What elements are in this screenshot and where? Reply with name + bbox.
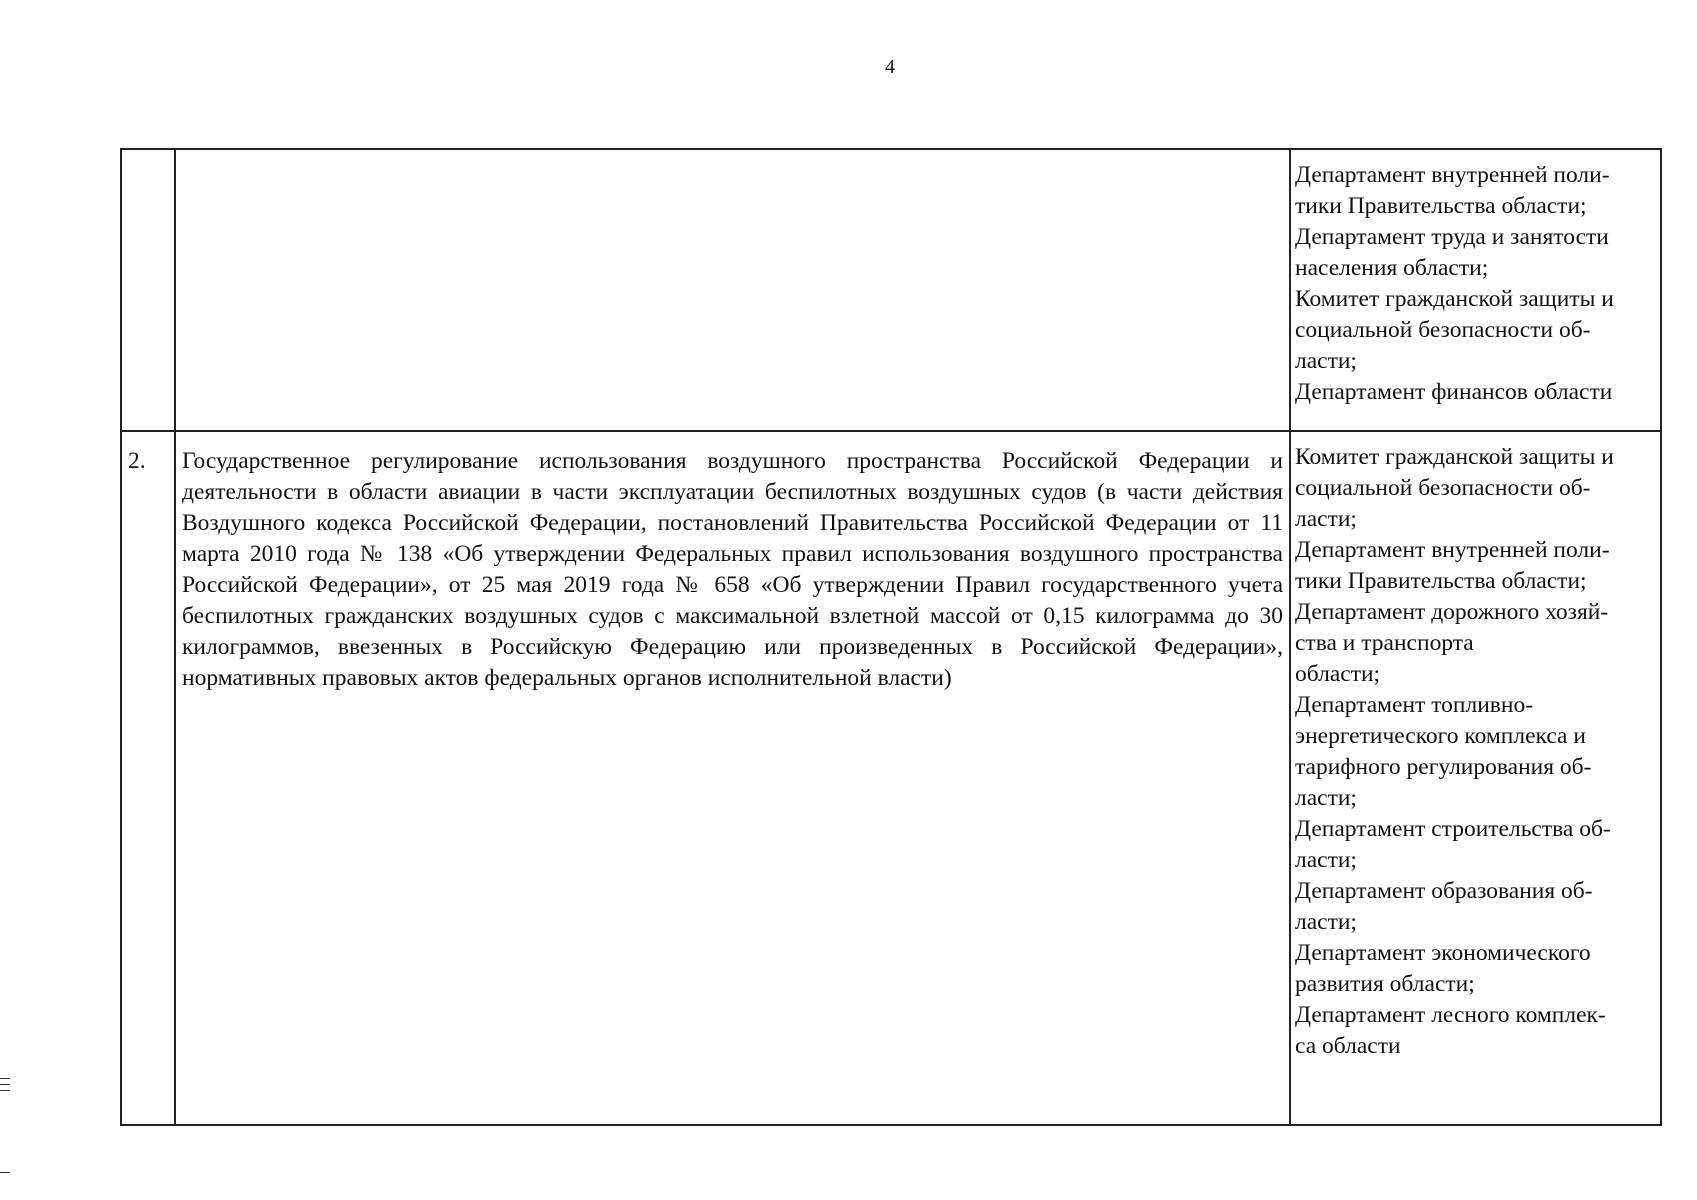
department-line: ства и транспорта xyxy=(1295,630,1474,656)
department-line: Департамент топливно- xyxy=(1295,692,1534,718)
department-line: развития области; xyxy=(1295,971,1475,997)
department-line: тики Правительства области; xyxy=(1295,568,1587,594)
responsibility-table xyxy=(120,148,1662,1126)
department-line: области; xyxy=(1295,661,1381,687)
table-row xyxy=(121,431,1661,1125)
departments-cell xyxy=(1290,149,1661,431)
row-text-cell: Государственное регулирование использования воздушного пространства Российской Федерации и деятельности в области авиации в части эксплуатации беспилотных воздушных судов (в части действия Воздушного кодекса Российской Федерации, постановлений Правительства Российской Федерации от 11 марта 2010 года № 138 «Об утверждении Федеральных правил использования воздушного пространства Российской Федерации», от 25 мая 2019 года № 658 «Об утверждении Правил государственного учета беспилотных гражданских воздушных судов с максимальной взлетной массой от 0,15 килограмма до 30 килограммов, ввезенных в Российскую Федерацию или произведенных в Российской Федерации», нормативных правовых актов федеральных органов исполнительной власти) xyxy=(175,431,1290,1125)
department-line: социальной безопасности об- xyxy=(1295,475,1591,501)
department-line: Комитет гражданской защиты и xyxy=(1295,286,1614,312)
scan-edge-mark xyxy=(0,1078,10,1079)
scan-edge-mark xyxy=(0,1172,10,1173)
department-line: ласти; xyxy=(1295,909,1357,935)
department-line: тарифного регулирования об- xyxy=(1295,754,1592,780)
department-line: Департамент труда и занятости xyxy=(1295,224,1609,250)
department-line: тики Правительства области; xyxy=(1295,193,1587,219)
department-line: Департамент внутренней поли- xyxy=(1295,162,1610,188)
departments-cell xyxy=(1290,431,1661,1125)
department-line: социальной безопасности об- xyxy=(1295,317,1591,343)
page-number: 4 xyxy=(885,56,895,78)
scan-edge-mark xyxy=(0,1090,10,1091)
department-line: Департамент дорожного хозяй- xyxy=(1295,599,1609,625)
department-line: Департамент образования об- xyxy=(1295,878,1593,904)
department-line: Комитет гражданской защиты и xyxy=(1295,444,1614,470)
department-line: Департамент внутренней поли- xyxy=(1295,537,1610,563)
row-number-cell xyxy=(121,149,175,431)
department-line: населения области; xyxy=(1295,255,1489,281)
row-number-cell: 2. xyxy=(121,431,175,1125)
department-line: са области xyxy=(1295,1033,1401,1059)
department-line: ласти; xyxy=(1295,506,1357,532)
department-line: Департамент строительства об- xyxy=(1295,816,1611,842)
department-line: ласти; xyxy=(1295,847,1357,873)
department-line: энергетического комплекса и xyxy=(1295,723,1586,749)
department-line: Департамент лесного комплек- xyxy=(1295,1002,1606,1028)
department-line: ласти; xyxy=(1295,785,1357,811)
department-line: Департамент финансов области xyxy=(1295,379,1613,405)
department-line: ласти; xyxy=(1295,348,1357,374)
scan-edge-mark xyxy=(0,1084,10,1085)
row-text-cell xyxy=(175,149,1290,431)
department-line: Департамент экономического xyxy=(1295,940,1591,966)
table-row xyxy=(121,149,1661,431)
